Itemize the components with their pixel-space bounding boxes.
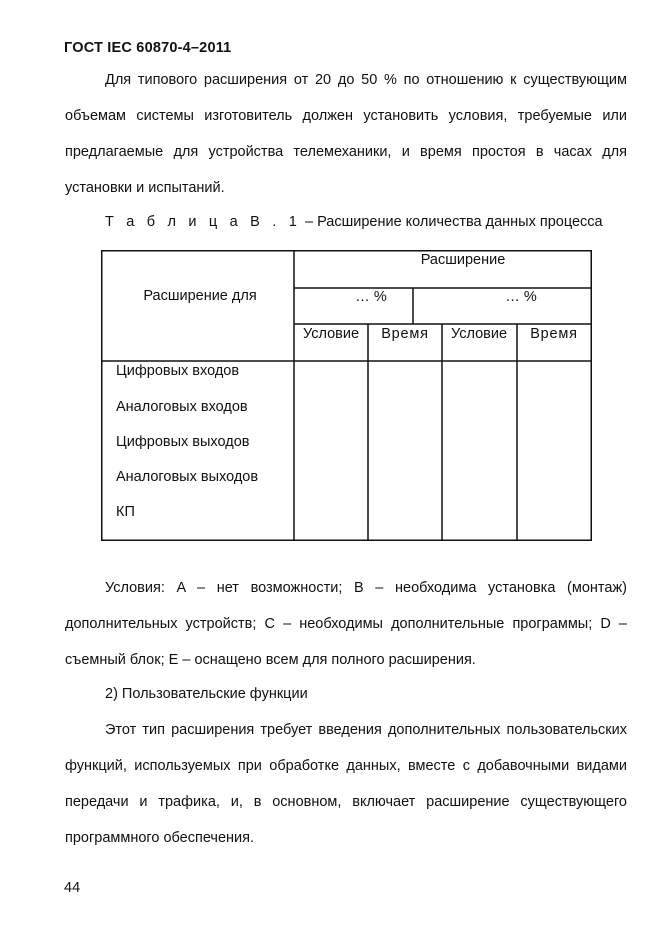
column-header-condition-2: Условие bbox=[450, 326, 508, 342]
row-label-digital-outputs: Цифровых выходов bbox=[116, 434, 250, 450]
page-number: 44 bbox=[64, 880, 81, 896]
top-header-cell: Расширение bbox=[420, 252, 506, 268]
column-header-time-2: Время bbox=[530, 326, 578, 342]
paragraph-expansion-conditions: Для типового расширения от 20 до 50 % по отношению к существующим объемам системы изготовитель должен установить условия, требуемые или предлагаемые для устройства телемеханики, и время простоя в часах для установки и испытаний. bbox=[65, 72, 627, 196]
paragraph-user-functions-heading: 2) Пользовательские функции bbox=[105, 686, 308, 702]
table-caption-text: – Расширение количества данных процесса bbox=[300, 214, 603, 230]
group-1-header-cell: … % bbox=[355, 289, 387, 305]
row-label-kp: КП bbox=[116, 504, 135, 520]
group-2-header-cell: … % bbox=[505, 289, 537, 305]
column-header-time-1: Время bbox=[381, 326, 429, 342]
row-label-analog-outputs: Аналоговых выходов bbox=[116, 469, 259, 485]
row-label-digital-inputs: Цифровых входов bbox=[116, 363, 240, 379]
row-label-analog-inputs: Аналоговых входов bbox=[116, 399, 248, 415]
document-header: ГОСТ IEC 60870-4–2011 bbox=[64, 40, 232, 56]
column-header-condition-1: Условие bbox=[302, 326, 360, 342]
paragraph-conditions-legend: Условия: A – нет возможности; B – необходима установка (монтаж) дополнительных устройств; C – необходимы дополнительные программы; D – съемный блок; E – оснащено всем для полного расширения. bbox=[65, 580, 627, 668]
process-data-expansion-table bbox=[101, 250, 592, 541]
table-caption-label: Т а б л и ц а В . 1 bbox=[105, 214, 301, 230]
row-header-cell: Расширение для bbox=[143, 288, 257, 304]
paragraph-user-functions-description: Этот тип расширения требует введения дополнительных пользовательских функций, используемых при обработке данных, вместе с добавочными видами передачи и трафика, и, в основном, включает расширение существующего программного обеспечения. bbox=[65, 722, 627, 846]
table-caption bbox=[105, 214, 603, 230]
